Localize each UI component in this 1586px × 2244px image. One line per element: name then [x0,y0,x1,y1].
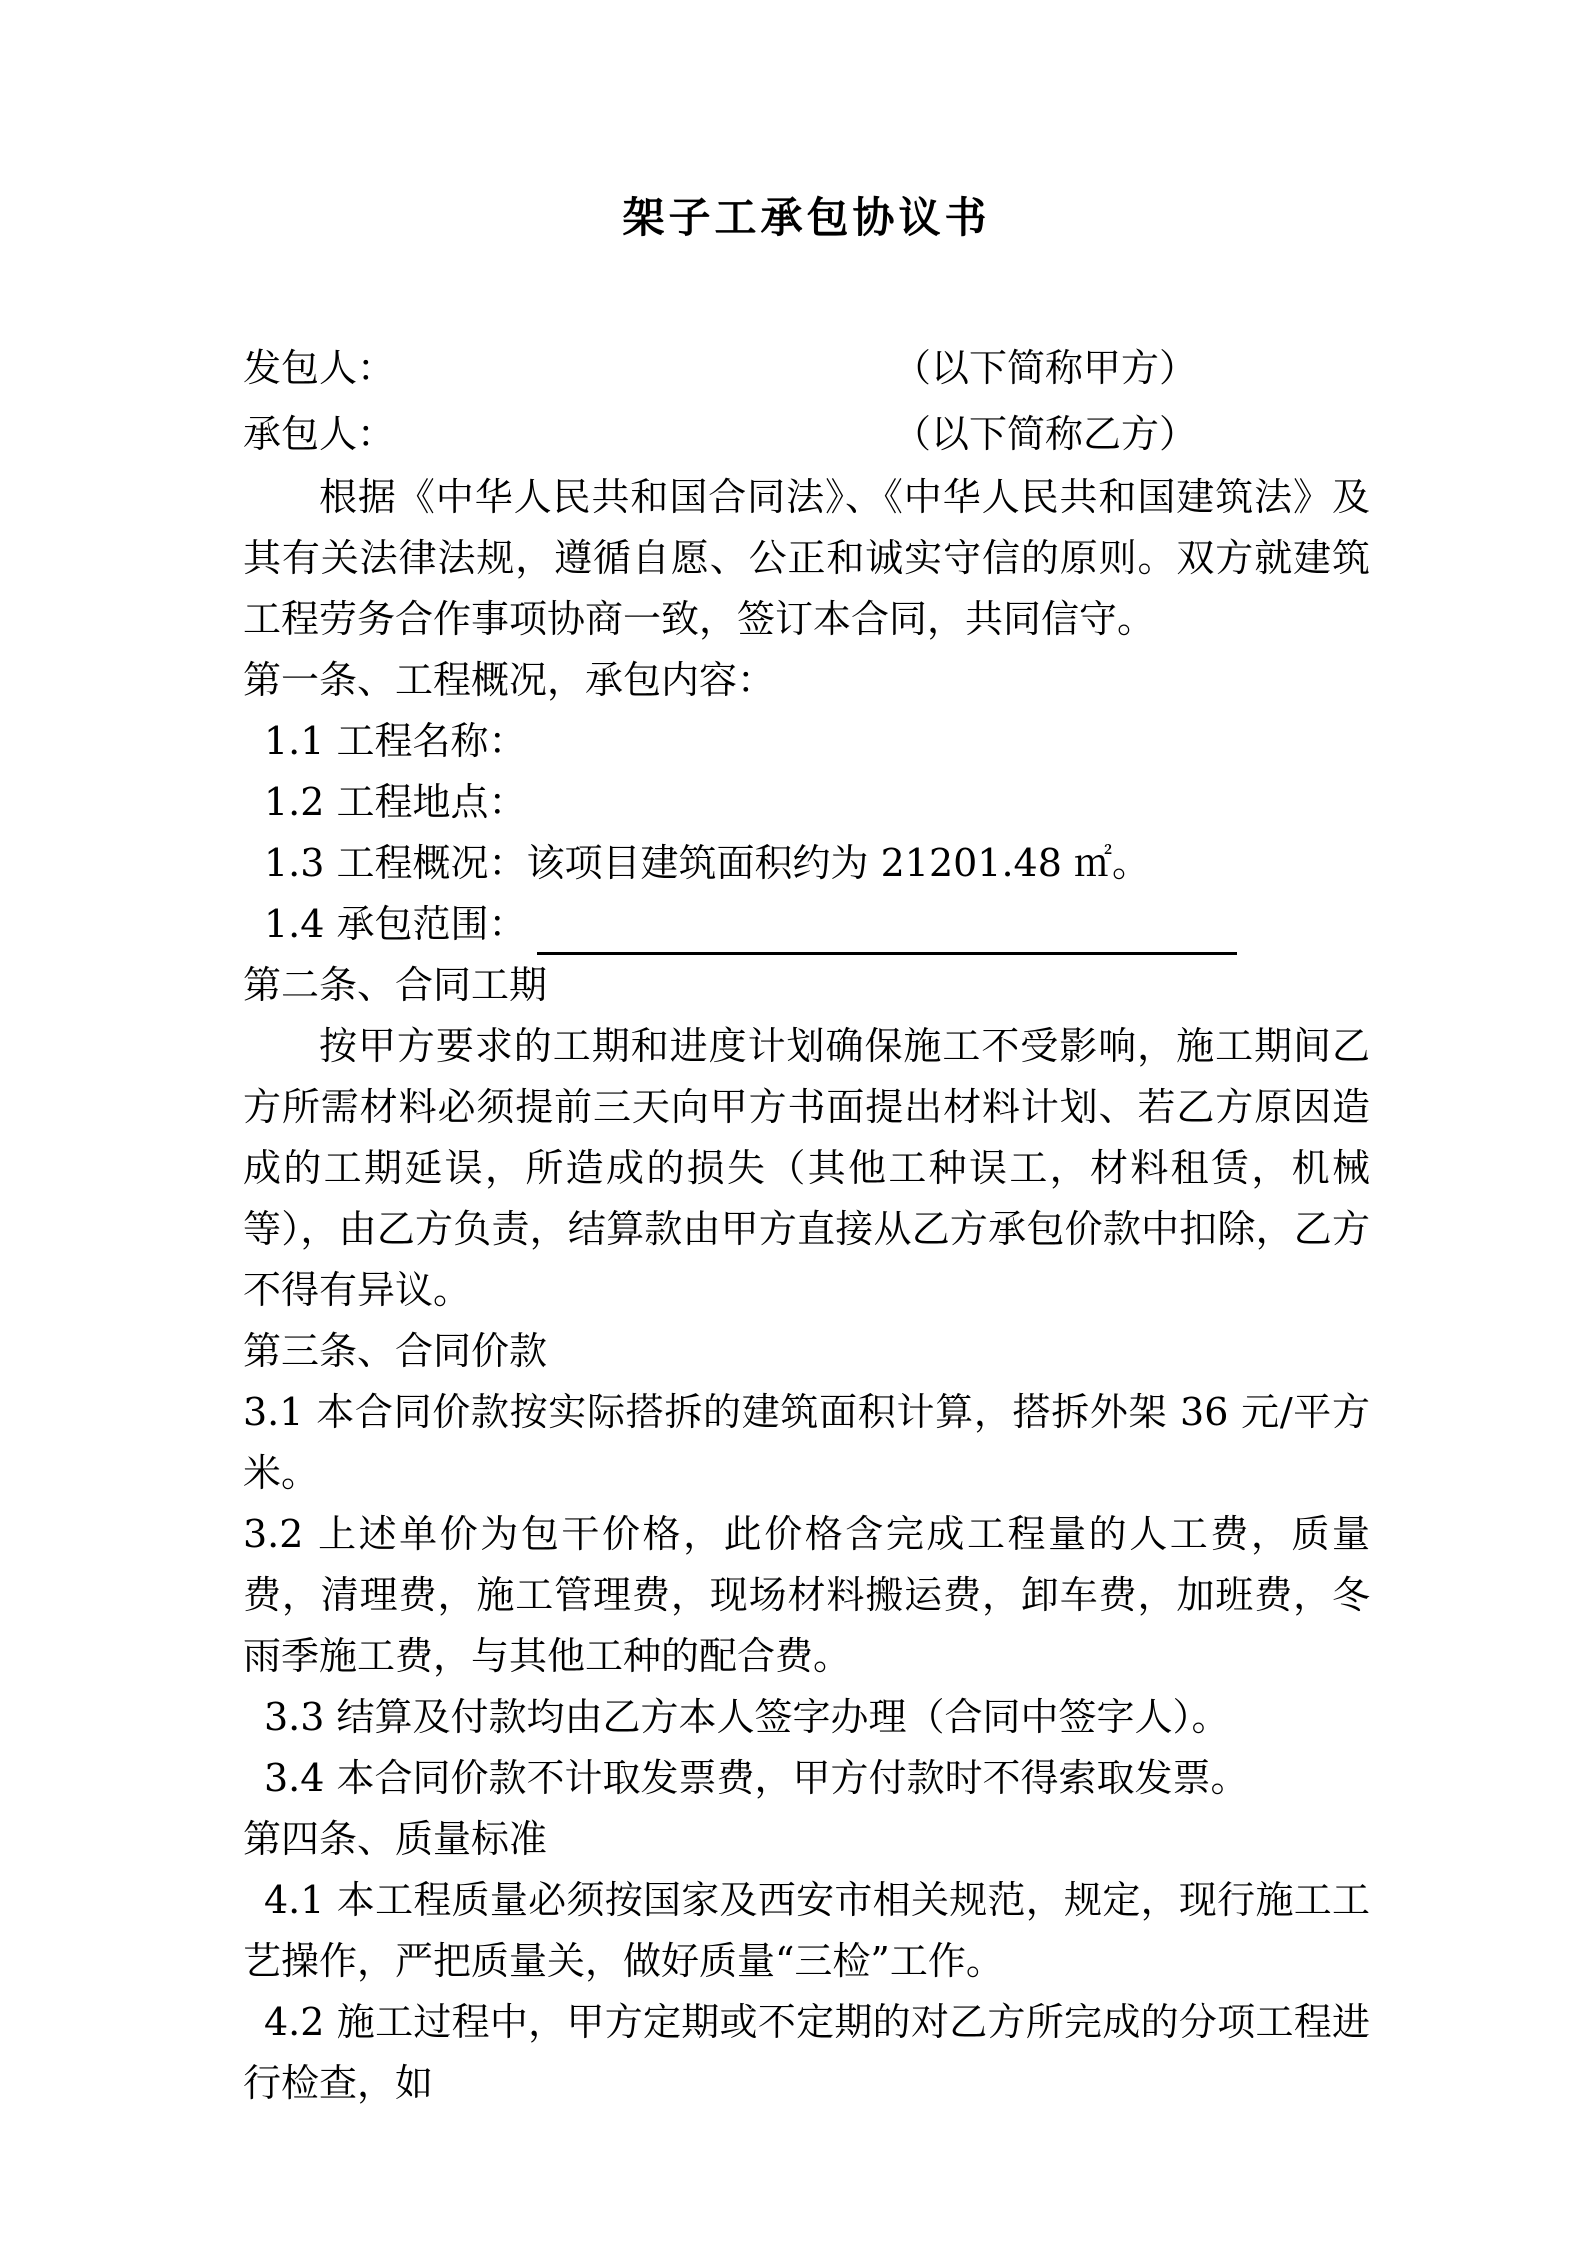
article1-item-1-4 [243,894,1370,955]
article1-item-1-3: 1.3 工程概况：该项目建筑面积约为 21201.48 ㎡。 [264,841,1150,885]
contractor-label: 承包人： [243,412,396,456]
document-body [243,467,1370,2114]
contractor-row [243,401,1370,467]
article1-item-1-2: 1.2 工程地点： [264,780,527,824]
article3-item-3-2: 3.2 上述单价为包干价格，此价格含完成工程量的人工费，质量费，清理费，施工管理费，现场材料搬运费，卸车费，加班费，冬雨季施工费，与其他工种的配合费。 [243,1512,1370,1678]
preamble-paragraph: 根据《中华人民共和国合同法》、《中华人民共和国建筑法》及其有关法律法规，遵循自愿、公正和诚实守信的原则。双方就建筑工程劳务合作事项协商一致，签订本合同，共同信守。 [243,475,1370,641]
employer-row [243,335,1370,401]
article1-heading: 第一条、工程概况，承包内容： [243,658,776,702]
document-title: 架子工承包协议书 [622,193,991,242]
contractor-alias: （以下简称乙方） [893,412,1198,456]
article3-heading: 第三条、合同价款 [243,1329,548,1373]
employer-label: 发包人： [243,346,396,390]
article4-item-4-2: 4.2 施工过程中，甲方定期或不定期的对乙方所完成的分项工程进行检查，如 [243,2000,1370,2105]
article1-item-1-1: 1.1 工程名称： [264,719,527,763]
contract-scope-label: 1.4 承包范围： [264,902,527,946]
contract-scope-blank-line [537,904,1237,955]
parties-section [243,335,1370,467]
article2-body-paragraph: 按甲方要求的工期和进度计划确保施工不受影响，施工期间乙方所需材料必须提前三天向甲方书面提出材料计划、若乙方原因造成的工期延误，所造成的损失（其他工种误工，材料租赁，机械等），由乙方负责，结算款由甲方直接从乙方承包价款中扣除，乙方不得有异议。 [243,1024,1370,1312]
article2-heading: 第二条、合同工期 [243,963,548,1007]
article3-item-3-1: 3.1 本合同价款按实际搭拆的建筑面积计算，搭拆外架 36 元/平方米。 [243,1390,1370,1495]
employer-alias: （以下简称甲方） [893,346,1198,390]
article3-item-3-3: 3.3 结算及付款均由乙方本人签字办理（合同中签字人）。 [264,1695,1230,1739]
article4-heading: 第四条、质量标准 [243,1817,548,1861]
article3-item-3-4: 3.4 本合同价款不计取发票费，甲方付款时不得索取发票。 [264,1756,1249,1800]
article4-item-4-1: 4.1 本工程质量必须按国家及西安市相关规范，规定，现行施工工艺操作，严把质量关，做好质量“三检”工作。 [243,1878,1370,1983]
